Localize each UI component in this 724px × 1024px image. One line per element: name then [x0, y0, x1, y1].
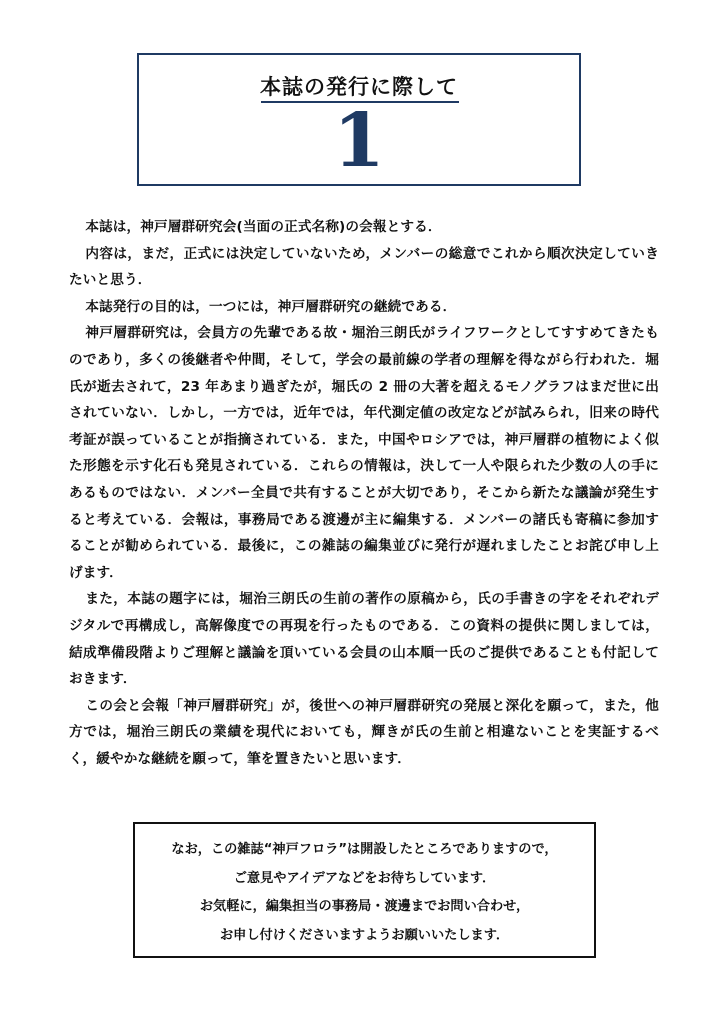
- notice-box: [133, 822, 596, 958]
- paragraph: また，本誌の題字には，堀治三朗氏の生前の著作の原稿から，氏の手書きの字をそれぞれデジタルで再構成し，高解像度での再現を行ったものである．この資料の提供に関しましては，結成準備段階よりご理解と議論を頂いている会員の山本順一氏のご提供であることも付記しておきます．: [69, 591, 659, 688]
- issue-number: 1: [333, 98, 385, 184]
- paragraph: 内容は，まだ，正式には決定していないため，メンバーの総意でこれから順次決定していきたいと思う．: [69, 245, 659, 289]
- notice-line: お申し付けくださいますようお願いいたします．: [219, 927, 510, 943]
- notice-line: お気軽に，編集担当の事務局・渡邊までお問い合わせ，: [199, 899, 530, 914]
- paragraph: 神戸層群研究は，会員方の先輩である故・堀治三朗氏がライフワークとしてすすめてきたものであり，多くの後継者や仲間，そして，学会の最前線の学者の理解を得ながら行われた．堀氏が逝去されて，23 年あまり過ぎたが，堀氏の 2 冊の大著を超えるモノグラフはまだ世に出されていない．しかし，一方では，近年では，年代測定値の改定などが試みられ，旧来の時代考証が誤っていることが指摘されている．また，中国やロシアでは，神戸層群の植物によく似た形態を示す化石も発見されている．これらの情報は，決して一人や限られた少数の人の手にあるものではない．メンバー全員で共有することが大切であり，そこから新たな議論が発生すると考えている．会報は，事務局である渡邊が主に編集する．メンバーの諸氏も寄稿に参加することが勧められている．最後に，この雑誌の編集並びに発行が遅れましたことお詫び申し上げます．: [69, 325, 659, 581]
- article-body: [69, 214, 659, 772]
- page-title: 本誌の発行に際して: [260, 75, 458, 99]
- notice-line: ご意見やアイデアなどをお待ちしています．: [233, 870, 496, 886]
- notice-line: なお，この雑誌“神戸フロラ”は開設したところでありますので，: [171, 842, 558, 857]
- title-box: [137, 53, 581, 186]
- paragraph: 本誌は，神戸層群研究会(当面の正式名称)の会報とする．: [85, 219, 442, 235]
- paragraph: この会と会報「神戸層群研究」が，後世への神戸層群研究の発展と深化を願って，また，他方では，堀治三朗氏の業績を現代においても，輝きが氏の生前と相違ないことを実証するべく，緩やかな継続を願って，筆を置きたいと思います．: [69, 697, 659, 767]
- paragraph: 本誌発行の目的は，一つには，神戸層群研究の継続である．: [85, 298, 457, 315]
